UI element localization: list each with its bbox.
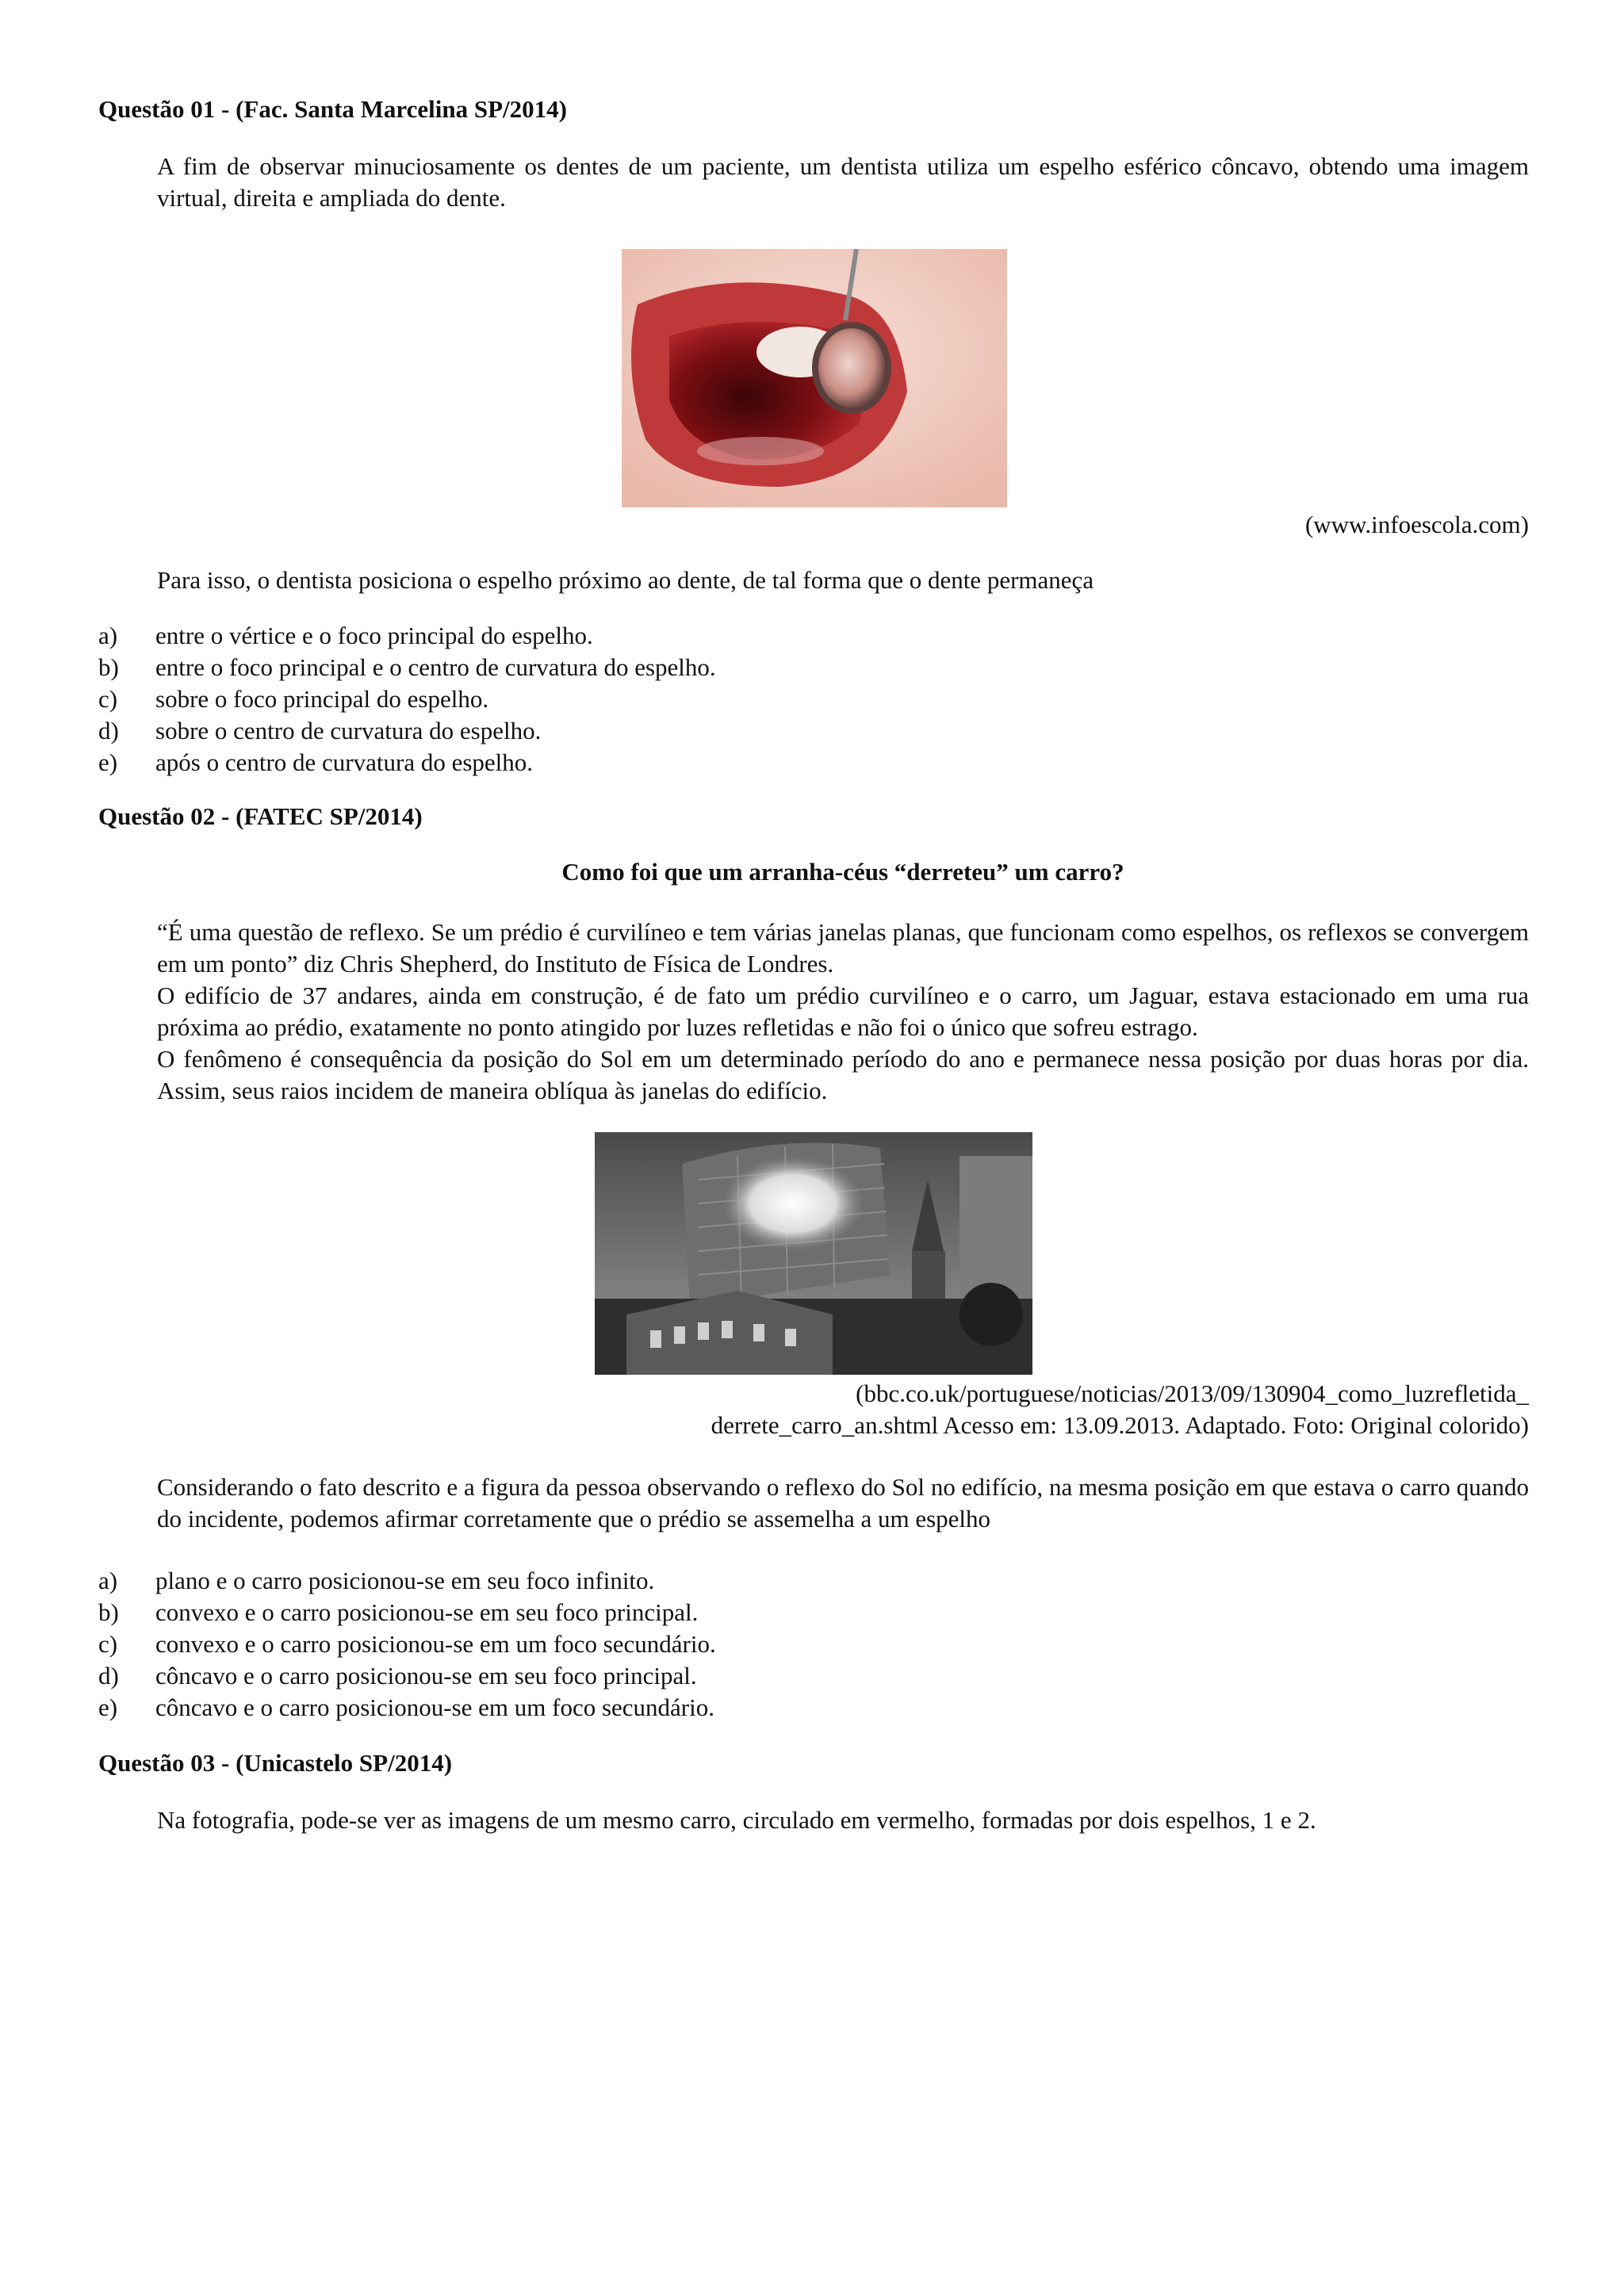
question-1-source: (www.infoescola.com) (1304, 511, 1529, 538)
question-2-article (157, 916, 1529, 1107)
question-3-title: Questão 03 - (Unicastelo SP/2014) (98, 1749, 453, 1777)
option-b: b) entre o foco principal e o centro de curvatura do espelho. (98, 653, 716, 681)
option-e: e) após o centro de curvatura do espelho. (98, 748, 534, 776)
question-1-text: A fim de observar minuciosamente os dentes de um paciente, um dentista utiliza um espelho esférico côncavo, obtendo uma imagem virtual, direita e ampliada do dente. (157, 152, 1529, 212)
option-a: a) plano e o carro posicionou-se em seu foco infinito. (98, 1567, 655, 1594)
article-paragraph-3: O fenômeno é consequência da posição do Sol em um determinado período do ano e permanece nessa posição por duas horas por dia. Assim, seus raios incidem de maneira oblíqua às janelas do edifício. (157, 1045, 1529, 1104)
question-2-prompt: Considerando o fato descrito e a figura da pessoa observando o reflexo do Sol no edifício, na mesma posição em que estava o carro quando do incidente, podemos afirmar corretamente que o prédio se assemelha a um espelho (157, 1473, 1529, 1533)
question-1-prompt: Para isso, o dentista posiciona o espelho próximo ao dente, de tal forma que o dente permaneça (157, 566, 1094, 594)
option-c: c) sobre o foco principal do espelho. (98, 685, 489, 713)
article-paragraph-1: “É uma questão de reflexo. Se um prédio é curvilíneo e tem várias janelas planas, que funcionam como espelhos, os reflexos se convergem em um ponto” diz Chris Shepherd, do Instituto de Física de Londres. (157, 918, 1529, 978)
question-2-source (98, 1378, 1529, 1441)
question-2-subtitle: Como foi que um arranha-céus “derreteu” um carro? (561, 858, 1124, 886)
source-line-1: (bbc.co.uk/portuguese/noticias/2013/09/130904_como_luzrefletida_ (856, 1380, 1529, 1407)
skyscraper-photo (595, 1132, 1032, 1375)
option-b: b) convexo e o carro posicionou-se em seu foco principal. (98, 1598, 699, 1626)
question-1-title: Questão 01 - (Fac. Santa Marcelina SP/2014) (98, 95, 567, 123)
question-2-title: Questão 02 - (FATEC SP/2014) (98, 802, 423, 830)
option-e: e) côncavo e o carro posicionou-se em um foco secundário. (98, 1693, 714, 1721)
question-2-options (98, 1565, 1529, 1724)
option-a: a) entre o vértice e o foco principal do espelho. (98, 622, 593, 649)
exam-page (98, 94, 1529, 1836)
option-c: c) convexo e o carro posicionou-se em um foco secundário. (98, 1630, 716, 1658)
question-1-options (98, 620, 1529, 779)
dentist-mirror-photo (622, 249, 1007, 507)
source-line-2: derrete_carro_an.shtml Acesso em: 13.09.2013. Adaptado. Foto: Original colorido) (710, 1411, 1529, 1439)
article-paragraph-2: O edifício de 37 andares, ainda em construção, é de fato um prédio curvilíneo e o carro, um Jaguar, estava estacionado em uma rua próxima ao prédio, exatamente no ponto atingido por luzes refletidas e não foi o único que sofreu estrago. (157, 982, 1529, 1041)
option-d: d) sobre o centro de curvatura do espelho. (98, 717, 542, 744)
question-3-text: Na fotografia, pode-se ver as imagens de um mesmo carro, circulado em vermelho, formadas por dois espelhos, 1 e 2. (157, 1806, 1316, 1834)
option-d: d) côncavo e o carro posicionou-se em seu foco principal. (98, 1662, 697, 1689)
